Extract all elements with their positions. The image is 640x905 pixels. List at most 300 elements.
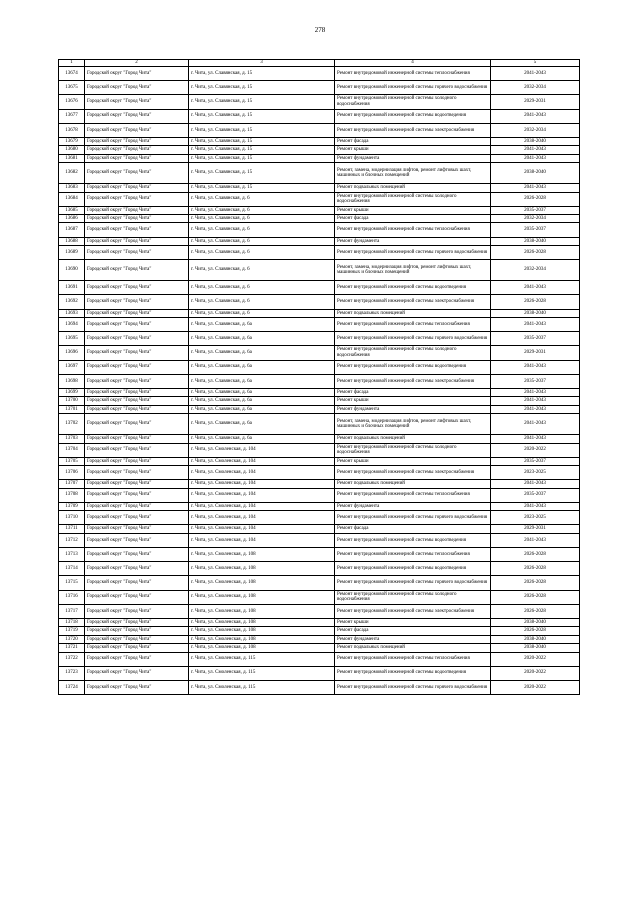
header-col-4: 4 [335, 60, 491, 67]
cell-period: 2041-2043 [491, 388, 580, 396]
table-body [59, 67, 580, 695]
cell-row-number: 13715 [59, 576, 85, 590]
cell-period: 2038-2040 [491, 137, 580, 145]
cell-period: 2041-2043 [491, 533, 580, 547]
table-row [59, 435, 580, 443]
table-row [59, 146, 580, 154]
cell-work-type: Ремонт внутридомовой инженерной системы горячего водоснабжения [335, 81, 491, 95]
cell-work-type: Ремонт, замена, модернизация лифтов, ремонт лифтовых шахт, машинных и блочных помещений [335, 163, 491, 184]
table-row [59, 81, 580, 95]
cell-period: 2026-2028 [491, 246, 580, 260]
cell-work-type: Ремонт внутридомовой инженерной системы горячего водоснабжения [335, 246, 491, 260]
cell-address: г. Чита, ул. Славянская, д. 6а [189, 332, 335, 346]
cell-address: г. Чита, ул. Смоленская, д. 115 [189, 652, 335, 666]
header-col-3: 3 [189, 60, 335, 67]
cell-row-number: 13716 [59, 590, 85, 604]
cell-row-number: 13685 [59, 206, 85, 214]
cell-municipality: Городской округ "Город Чита" [85, 635, 189, 643]
cell-work-type: Ремонт внутридомовой инженерной системы теплоснабжения [335, 67, 491, 81]
cell-municipality: Городской округ "Город Чита" [85, 192, 189, 206]
cell-address: г. Чита, ул. Славянская, д. 6 [189, 215, 335, 223]
cell-address: г. Чита, ул. Смоленская, д. 108 [189, 576, 335, 590]
cell-municipality: Городской округ "Город Чита" [85, 562, 189, 576]
cell-row-number: 13704 [59, 443, 85, 457]
cell-address: г. Чита, ул. Славянская, д. 6а [189, 374, 335, 388]
cell-municipality: Городской округ "Город Чита" [85, 67, 189, 81]
cell-address: г. Чита, ул. Смоленская, д. 108 [189, 618, 335, 626]
table-row [59, 388, 580, 396]
cell-period: 2041-2043 [491, 502, 580, 510]
cell-period: 2023-2025 [491, 466, 580, 480]
cell-work-type: Ремонт внутридомовой инженерной системы водоотведения [335, 666, 491, 680]
cell-municipality: Городской округ "Город Чита" [85, 295, 189, 309]
cell-row-number: 13683 [59, 184, 85, 192]
cell-address: г. Чита, ул. Славянская, д. 15 [189, 154, 335, 162]
cell-municipality: Городской округ "Город Чита" [85, 109, 189, 123]
cell-address: г. Чита, ул. Славянская, д. 15 [189, 184, 335, 192]
cell-address: г. Чита, ул. Славянская, д. 6 [189, 309, 335, 317]
cell-municipality: Городской округ "Город Чита" [85, 95, 189, 109]
cell-period: 2020-2022 [491, 652, 580, 666]
cell-period: 2041-2043 [491, 480, 580, 488]
cell-work-type: Ремонт внутридомовой инженерной системы теплоснабжения [335, 488, 491, 502]
cell-municipality: Городской округ "Город Чита" [85, 237, 189, 245]
cell-row-number: 13674 [59, 67, 85, 81]
cell-address: г. Чита, ул. Смоленская, д. 115 [189, 680, 335, 694]
cell-work-type: Ремонт внутридомовой инженерной системы горячего водоснабжения [335, 511, 491, 525]
cell-work-type: Ремонт фасада [335, 137, 491, 145]
cell-address: г. Чита, ул. Славянская, д. 15 [189, 146, 335, 154]
cell-address: г. Чита, ул. Смоленская, д. 104 [189, 502, 335, 510]
cell-row-number: 13698 [59, 374, 85, 388]
cell-address: г. Чита, ул. Славянская, д. 6а [189, 414, 335, 435]
page-number: 278 [314, 26, 326, 34]
cell-row-number: 13695 [59, 332, 85, 346]
cell-municipality: Городской округ "Город Чита" [85, 309, 189, 317]
cell-row-number: 13677 [59, 109, 85, 123]
cell-period: 2041-2043 [491, 318, 580, 332]
cell-work-type: Ремонт внутридомовой инженерной системы холодного водоснабжения [335, 192, 491, 206]
table-row [59, 223, 580, 237]
table-row [59, 215, 580, 223]
table-row [59, 154, 580, 162]
cell-row-number: 13711 [59, 525, 85, 533]
cell-municipality: Городской округ "Город Чита" [85, 644, 189, 652]
table-row [59, 309, 580, 317]
cell-work-type: Ремонт внутридомовой инженерной системы электроснабжения [335, 295, 491, 309]
cell-municipality: Городской округ "Город Чита" [85, 480, 189, 488]
cell-address: г. Чита, ул. Смоленская, д. 115 [189, 666, 335, 680]
table-row [59, 488, 580, 502]
cell-row-number: 13717 [59, 604, 85, 618]
cell-row-number: 13684 [59, 192, 85, 206]
table-row [59, 360, 580, 374]
cell-work-type: Ремонт внутридомовой инженерной системы теплоснабжения [335, 652, 491, 666]
cell-address: г. Чита, ул. Славянская, д. 6 [189, 206, 335, 214]
table-row [59, 332, 580, 346]
cell-municipality: Городской округ "Город Чита" [85, 414, 189, 435]
cell-period: 2026-2028 [491, 295, 580, 309]
table-row [59, 644, 580, 652]
cell-period: 2035-2037 [491, 457, 580, 465]
cell-row-number: 13676 [59, 95, 85, 109]
table-row [59, 246, 580, 260]
cell-period: 2035-2037 [491, 223, 580, 237]
cell-municipality: Городской округ "Город Чита" [85, 457, 189, 465]
cell-municipality: Городской округ "Город Чита" [85, 488, 189, 502]
cell-row-number: 13710 [59, 511, 85, 525]
table-row [59, 604, 580, 618]
cell-row-number: 13703 [59, 435, 85, 443]
cell-period: 2032-2034 [491, 260, 580, 281]
header-col-2: 2 [85, 60, 189, 67]
cell-work-type: Ремонт крыши [335, 457, 491, 465]
cell-address: г. Чита, ул. Славянская, д. 15 [189, 137, 335, 145]
cell-row-number: 13700 [59, 397, 85, 405]
cell-row-number: 13723 [59, 666, 85, 680]
cell-work-type: Ремонт подвальных помещений [335, 480, 491, 488]
cell-address: г. Чита, ул. Смоленская, д. 104 [189, 443, 335, 457]
cell-work-type: Ремонт внутридомовой инженерной системы горячего водоснабжения [335, 332, 491, 346]
cell-period: 2038-2040 [491, 309, 580, 317]
cell-period: 2026-2028 [491, 576, 580, 590]
cell-work-type: Ремонт внутридомовой инженерной системы электроснабжения [335, 123, 491, 137]
cell-work-type: Ремонт внутридомовой инженерной системы холодного водоснабжения [335, 443, 491, 457]
cell-address: г. Чита, ул. Смоленская, д. 104 [189, 511, 335, 525]
cell-period: 2032-2034 [491, 81, 580, 95]
cell-address: г. Чита, ул. Славянская, д. 6а [189, 346, 335, 360]
cell-period: 2023-2025 [491, 511, 580, 525]
cell-address: г. Чита, ул. Смоленская, д. 104 [189, 480, 335, 488]
cell-municipality: Городской округ "Город Чита" [85, 81, 189, 95]
cell-municipality: Городской округ "Город Чита" [85, 388, 189, 396]
table-row [59, 318, 580, 332]
table-row [59, 502, 580, 510]
cell-row-number: 13686 [59, 215, 85, 223]
cell-period: 2041-2043 [491, 67, 580, 81]
cell-period: 2035-2037 [491, 374, 580, 388]
table-row [59, 67, 580, 81]
table-row [59, 95, 580, 109]
cell-municipality: Городской округ "Город Чита" [85, 123, 189, 137]
cell-municipality: Городской округ "Город Чита" [85, 223, 189, 237]
table-row [59, 562, 580, 576]
cell-work-type: Ремонт внутридомовой инженерной системы горячего водоснабжения [335, 576, 491, 590]
cell-address: г. Чита, ул. Смоленская, д. 104 [189, 457, 335, 465]
cell-period: 2041-2043 [491, 146, 580, 154]
cell-work-type: Ремонт, замена, модернизация лифтов, ремонт лифтовых шахт, машинных и блочных помещений [335, 414, 491, 435]
table-header [59, 60, 580, 67]
cell-row-number: 13709 [59, 502, 85, 510]
table-row [59, 109, 580, 123]
cell-address: г. Чита, ул. Славянская, д. 15 [189, 67, 335, 81]
table-row [59, 576, 580, 590]
table-row [59, 590, 580, 604]
cell-period: 2029-2031 [491, 95, 580, 109]
cell-work-type: Ремонт внутридомовой инженерной системы холодного водоснабжения [335, 95, 491, 109]
cell-row-number: 13722 [59, 652, 85, 666]
table-row [59, 466, 580, 480]
cell-address: г. Чита, ул. Славянская, д. 6а [189, 318, 335, 332]
cell-period: 2041-2043 [491, 435, 580, 443]
table-row [59, 480, 580, 488]
table-row [59, 281, 580, 295]
cell-municipality: Городской округ "Город Чита" [85, 627, 189, 635]
cell-address: г. Чита, ул. Славянская, д. 6 [189, 295, 335, 309]
cell-municipality: Городской округ "Город Чита" [85, 502, 189, 510]
cell-address: г. Чита, ул. Славянская, д. 15 [189, 95, 335, 109]
cell-work-type: Ремонт внутридомовой инженерной системы холодного водоснабжения [335, 590, 491, 604]
cell-municipality: Городской округ "Город Чита" [85, 652, 189, 666]
cell-period: 2041-2043 [491, 281, 580, 295]
table-row [59, 511, 580, 525]
cell-row-number: 13678 [59, 123, 85, 137]
cell-row-number: 13681 [59, 154, 85, 162]
cell-municipality: Городской округ "Город Чита" [85, 154, 189, 162]
cell-municipality: Городской округ "Город Чита" [85, 346, 189, 360]
cell-work-type: Ремонт внутридомовой инженерной системы теплоснабжения [335, 318, 491, 332]
cell-work-type: Ремонт внутридомовой инженерной системы горячего водоснабжения [335, 680, 491, 694]
table-row [59, 627, 580, 635]
cell-row-number: 13689 [59, 246, 85, 260]
cell-work-type: Ремонт фасада [335, 525, 491, 533]
table-row [59, 635, 580, 643]
cell-work-type: Ремонт фундамента [335, 405, 491, 413]
cell-municipality: Городской округ "Город Чита" [85, 525, 189, 533]
table-row [59, 295, 580, 309]
cell-municipality: Городской округ "Город Чита" [85, 590, 189, 604]
cell-work-type: Ремонт, замена, модернизация лифтов, ремонт лифтовых шахт, машинных и блочных помещений [335, 260, 491, 281]
cell-work-type: Ремонт внутридомовой инженерной системы теплоснабжения [335, 548, 491, 562]
table-row [59, 618, 580, 626]
cell-work-type: Ремонт подвальных помещений [335, 435, 491, 443]
cell-period: 2038-2040 [491, 237, 580, 245]
cell-row-number: 13688 [59, 237, 85, 245]
cell-row-number: 13718 [59, 618, 85, 626]
cell-municipality: Городской округ "Город Чита" [85, 215, 189, 223]
cell-period: 2029-2031 [491, 525, 580, 533]
cell-work-type: Ремонт внутридомовой инженерной системы электроснабжения [335, 604, 491, 618]
cell-municipality: Городской округ "Город Чита" [85, 604, 189, 618]
table-row [59, 443, 580, 457]
table-row [59, 414, 580, 435]
cell-address: г. Чита, ул. Славянская, д. 15 [189, 81, 335, 95]
cell-work-type: Ремонт подвальных помещений [335, 309, 491, 317]
cell-period: 2026-2028 [491, 192, 580, 206]
cell-period: 2035-2037 [491, 332, 580, 346]
cell-work-type: Ремонт фасада [335, 388, 491, 396]
cell-address: г. Чита, ул. Смоленская, д. 108 [189, 590, 335, 604]
cell-municipality: Городской округ "Город Чита" [85, 405, 189, 413]
cell-row-number: 13679 [59, 137, 85, 145]
cell-row-number: 13706 [59, 466, 85, 480]
cell-address: г. Чита, ул. Славянская, д. 6а [189, 388, 335, 396]
cell-period: 2026-2028 [491, 562, 580, 576]
cell-period: 2029-2031 [491, 346, 580, 360]
table-row [59, 405, 580, 413]
cell-work-type: Ремонт фундамента [335, 502, 491, 510]
cell-row-number: 13675 [59, 81, 85, 95]
cell-row-number: 13702 [59, 414, 85, 435]
cell-work-type: Ремонт крыши [335, 618, 491, 626]
cell-work-type: Ремонт внутридомовой инженерной системы холодного водоснабжения [335, 346, 491, 360]
cell-row-number: 13720 [59, 635, 85, 643]
cell-municipality: Городской округ "Город Чита" [85, 163, 189, 184]
cell-address: г. Чита, ул. Славянская, д. 6 [189, 246, 335, 260]
table-row [59, 184, 580, 192]
cell-municipality: Городской округ "Город Чита" [85, 466, 189, 480]
cell-period: 2041-2043 [491, 109, 580, 123]
cell-work-type: Ремонт внутридомовой инженерной системы электроснабжения [335, 374, 491, 388]
cell-period: 2041-2043 [491, 184, 580, 192]
cell-period: 2020-2022 [491, 666, 580, 680]
table-row [59, 397, 580, 405]
cell-municipality: Городской округ "Город Чита" [85, 137, 189, 145]
cell-work-type: Ремонт фундамента [335, 237, 491, 245]
cell-municipality: Городской округ "Город Чита" [85, 618, 189, 626]
cell-work-type: Ремонт фасада [335, 627, 491, 635]
cell-address: г. Чита, ул. Славянская, д. 6а [189, 360, 335, 374]
cell-row-number: 13696 [59, 346, 85, 360]
cell-work-type: Ремонт внутридомовой инженерной системы водоотведения [335, 533, 491, 547]
cell-municipality: Городской округ "Город Чита" [85, 443, 189, 457]
table-row [59, 533, 580, 547]
cell-address: г. Чита, ул. Славянская, д. 15 [189, 109, 335, 123]
cell-row-number: 13687 [59, 223, 85, 237]
cell-row-number: 13693 [59, 309, 85, 317]
table-row [59, 374, 580, 388]
table-row [59, 123, 580, 137]
cell-row-number: 13701 [59, 405, 85, 413]
cell-address: г. Чита, ул. Смоленская, д. 104 [189, 466, 335, 480]
cell-municipality: Городской округ "Город Чита" [85, 548, 189, 562]
cell-municipality: Городской округ "Город Чита" [85, 360, 189, 374]
cell-period: 2020-2022 [491, 443, 580, 457]
cell-work-type: Ремонт внутридомовой инженерной системы электроснабжения [335, 466, 491, 480]
cell-period: 2038-2040 [491, 644, 580, 652]
cell-row-number: 13714 [59, 562, 85, 576]
cell-period: 2038-2040 [491, 618, 580, 626]
cell-period: 2041-2043 [491, 360, 580, 374]
cell-address: г. Чита, ул. Славянская, д. 6а [189, 435, 335, 443]
table-row [59, 260, 580, 281]
table-row [59, 137, 580, 145]
cell-row-number: 13705 [59, 457, 85, 465]
cell-address: г. Чита, ул. Смоленская, д. 108 [189, 548, 335, 562]
table-row [59, 346, 580, 360]
cell-address: г. Чита, ул. Славянская, д. 6 [189, 237, 335, 245]
cell-row-number: 13724 [59, 680, 85, 694]
cell-address: г. Чита, ул. Славянская, д. 6 [189, 260, 335, 281]
table-row [59, 237, 580, 245]
cell-row-number: 13721 [59, 644, 85, 652]
cell-municipality: Городской округ "Город Чита" [85, 576, 189, 590]
cell-address: г. Чита, ул. Смоленская, д. 108 [189, 604, 335, 618]
cell-municipality: Городской округ "Город Чита" [85, 435, 189, 443]
cell-municipality: Городской округ "Город Чита" [85, 281, 189, 295]
cell-row-number: 13697 [59, 360, 85, 374]
repair-schedule-table [58, 59, 580, 695]
cell-work-type: Ремонт внутридомовой инженерной системы теплоснабжения [335, 223, 491, 237]
cell-work-type: Ремонт фасада [335, 215, 491, 223]
cell-row-number: 13694 [59, 318, 85, 332]
cell-work-type: Ремонт внутридомовой инженерной системы водоотведения [335, 109, 491, 123]
cell-municipality: Городской округ "Город Чита" [85, 246, 189, 260]
cell-municipality: Городской округ "Город Чита" [85, 206, 189, 214]
cell-period: 2020-2022 [491, 680, 580, 694]
cell-period: 2041-2043 [491, 414, 580, 435]
header-row [59, 60, 580, 67]
cell-period: 2038-2040 [491, 163, 580, 184]
cell-address: г. Чита, ул. Славянская, д. 6а [189, 405, 335, 413]
cell-municipality: Городской округ "Город Чита" [85, 146, 189, 154]
cell-municipality: Городской округ "Город Чита" [85, 374, 189, 388]
cell-municipality: Городской округ "Город Чита" [85, 511, 189, 525]
cell-row-number: 13719 [59, 627, 85, 635]
cell-period: 2026-2028 [491, 548, 580, 562]
cell-work-type: Ремонт фундамента [335, 635, 491, 643]
cell-row-number: 13682 [59, 163, 85, 184]
cell-work-type: Ремонт подвальных помещений [335, 184, 491, 192]
cell-row-number: 13707 [59, 480, 85, 488]
cell-municipality: Городской округ "Город Чита" [85, 184, 189, 192]
cell-address: г. Чита, ул. Смоленская, д. 108 [189, 627, 335, 635]
cell-municipality: Городской округ "Город Чита" [85, 533, 189, 547]
cell-address: г. Чита, ул. Славянская, д. 15 [189, 123, 335, 137]
cell-municipality: Городской округ "Город Чита" [85, 680, 189, 694]
cell-address: г. Чита, ул. Смоленская, д. 104 [189, 525, 335, 533]
cell-address: г. Чита, ул. Славянская, д. 6 [189, 223, 335, 237]
cell-municipality: Городской округ "Город Чита" [85, 318, 189, 332]
table-row [59, 192, 580, 206]
cell-row-number: 13713 [59, 548, 85, 562]
cell-address: г. Чита, ул. Смоленская, д. 108 [189, 562, 335, 576]
cell-row-number: 13708 [59, 488, 85, 502]
cell-address: г. Чита, ул. Славянская, д. 15 [189, 163, 335, 184]
cell-municipality: Городской округ "Город Чита" [85, 666, 189, 680]
cell-work-type: Ремонт подвальных помещений [335, 644, 491, 652]
cell-row-number: 13692 [59, 295, 85, 309]
table-row [59, 457, 580, 465]
cell-work-type: Ремонт внутридомовой инженерной системы водоотведения [335, 562, 491, 576]
cell-address: г. Чита, ул. Славянская, д. 6а [189, 397, 335, 405]
cell-period: 2041-2043 [491, 405, 580, 413]
table-row [59, 652, 580, 666]
cell-row-number: 13680 [59, 146, 85, 154]
cell-row-number: 13690 [59, 260, 85, 281]
cell-period: 2026-2028 [491, 627, 580, 635]
cell-work-type: Ремонт крыши [335, 146, 491, 154]
cell-row-number: 13691 [59, 281, 85, 295]
cell-period: 2032-2034 [491, 123, 580, 137]
cell-municipality: Городской округ "Город Чита" [85, 332, 189, 346]
cell-period: 2035-2037 [491, 488, 580, 502]
cell-period: 2026-2028 [491, 590, 580, 604]
cell-period: 2026-2028 [491, 604, 580, 618]
cell-municipality: Городской округ "Город Чита" [85, 397, 189, 405]
header-col-1: 1 [59, 60, 85, 67]
cell-period: 2035-2037 [491, 206, 580, 214]
cell-address: г. Чита, ул. Смоленская, д. 108 [189, 644, 335, 652]
table-row [59, 163, 580, 184]
table-row [59, 666, 580, 680]
cell-municipality: Городской округ "Город Чита" [85, 260, 189, 281]
cell-work-type: Ремонт крыши [335, 206, 491, 214]
cell-work-type: Ремонт внутридомовой инженерной системы водоотведения [335, 360, 491, 374]
table-row [59, 525, 580, 533]
cell-row-number: 13699 [59, 388, 85, 396]
cell-address: г. Чита, ул. Смоленская, д. 104 [189, 488, 335, 502]
